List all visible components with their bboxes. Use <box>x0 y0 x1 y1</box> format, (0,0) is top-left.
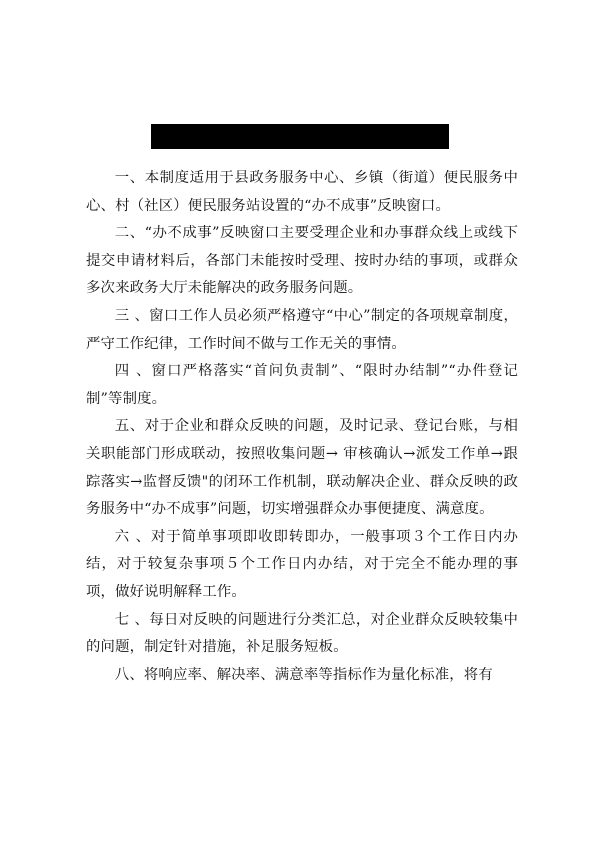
paragraph-2: 二、“办不成事”反映窗口主要受理企业和办事群众线上或线下提交申请材料后，各部门未能按时受理、按时办结的事项，或群众多次来政务大厅未能解决的政务服务问题。 <box>86 225 518 297</box>
paragraph-1: 一、本制度适用于县政务服务中心、乡镇（街道）便民服务中心、村（社区）便民服务站设置的“办不成事”反映窗口。 <box>86 170 518 214</box>
document-body <box>86 165 518 689</box>
paragraph-8: 八、将响应率、解决率、满意率等指标作为量化标准，将有 <box>114 666 493 683</box>
paragraph-6: 六 、对于简单事项即收即转即办，一般事项３个工作日内办结，对于较复杂事项５个工作日内办结，对于完全不能办理的事项，做好说明解释工作。 <box>86 528 518 600</box>
paragraph-5: 五、对于企业和群众反映的问题，及时记录、登记台账，与相关职能部门形成联动，按照收集问题→ 审核确认→派发工作单→跟踪落实→监督反馈"的闭环工作机制，联动解决企业、群众反映的政务服务中“办不成事”问题，切实增强群众办事便捷度、满意度。 <box>86 418 518 518</box>
paragraph-4: 四 、窗口严格落实“首问负责制”、“限时办结制”“办件登记制”等制度。 <box>86 363 518 407</box>
paragraph-7: 七 、每日对反映的问题进行分类汇总，对企业群众反映较集中的问题，制定针对措施，补足服务短板。 <box>86 611 518 656</box>
paragraph-3: 三 、窗口工作人员必须严格遵守“中心”制定的各项规章制度，严守工作纪律，工作时间不做与工作无关的事情。 <box>86 307 518 352</box>
redacted-title-bar <box>151 124 449 149</box>
